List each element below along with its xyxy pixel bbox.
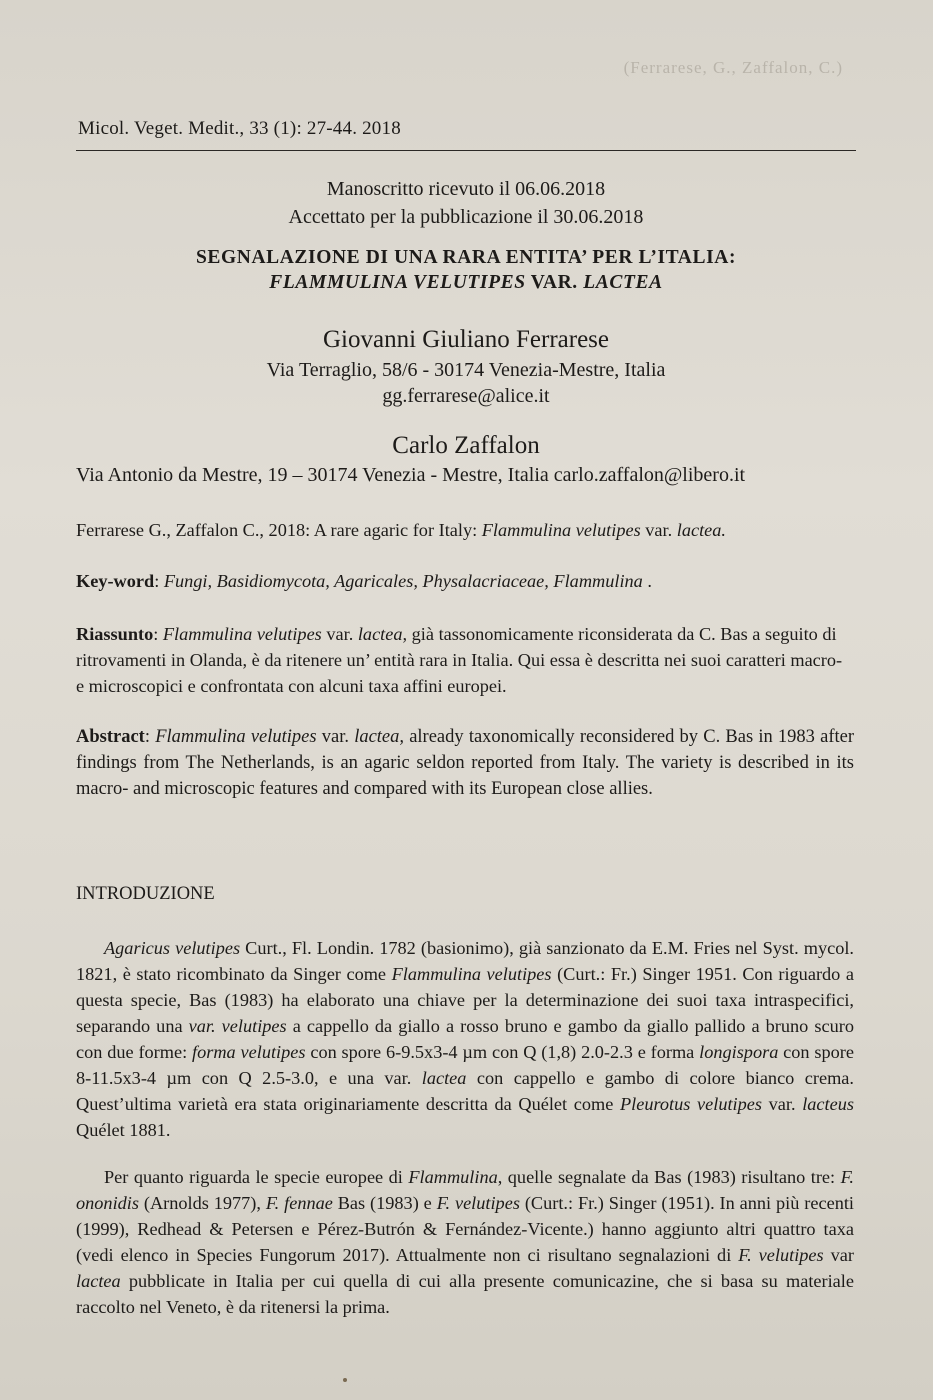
author1-address: Via Terraglio, 58/6 - 30174 Venezia-Mestre, Italia: [266, 359, 666, 381]
author2-address-email: Via Antonio da Mestre, 19 – 30174 Venezia - Mestre, Italia carlo.zaffalon@libero.it: [76, 464, 746, 486]
citation-line: Ferrarese G., Zaffalon C., 2018: A rare agaric for Italy: Flammulina velutipes var. lactea.: [76, 520, 726, 540]
abstract-paragraph: Abstract: Flammulina velutipes var. lactea, already taxonomically reconsidered by C. Bas in 1983 after findings from The Netherlands, is an agaric seldon reported from Italy. The variety is described in its macro- and microscopic features and compared with its European close allies.: [76, 727, 854, 799]
author1-name: Giovanni Giuliano Ferrarese: [322, 326, 610, 353]
article-title-line1: SEGNALAZIONE DI UNA RARA ENTITA’ PER L’ITALIA:: [195, 247, 737, 268]
author2-name: Carlo Zaffalon: [392, 432, 540, 459]
received-date: Manoscritto ricevuto il 06.06.2018: [326, 178, 606, 200]
title-species: FLAMMULINA VELUTIPES: [269, 272, 526, 293]
riassunto-paragraph: Riassunto: Flammulina velutipes var. lactea, già tassonomicamente riconsiderata da C. Bas a seguito di ritrovamenti in Olanda, è da ritenere un’ entità rara in Italia. Qui essa è descritta nei suoi caratteri macro- e microscopici e confrontata con alcuni taxa affini europei.: [76, 624, 843, 696]
riassunto-label: Riassunto: [76, 624, 154, 644]
keywords: Key-word: Fungi, Basidiomycota, Agaricales, Physalacriaceae, Flammulina .: [76, 571, 652, 591]
keyword-terms: Fungi, Basidiomycota, Agaricales, Physalacriaceae, Flammulina: [163, 571, 643, 591]
bleed-through-header: (Ferrarese, G., Zaffalon, C.): [623, 58, 843, 77]
intro-paragraph-1: Agaricus velutipes Curt., Fl. Londin. 1782 (basionimo), già sanzionato da E.M. Fries nel Syst. mycol. 1821, è stato ricombinato da Singer come Flammulina velutipes (Curt.: Fr.) Singer 1951. Con riguardo a questa specie, Bas (1983) ha elaborato una chiave per la determinazione dei suoi taxa intraspecifici, separando una var. velutipes a cappello da giallo a rosso bruno e gambo da giallo pallido a bruno scuro con due forme: forma velutipes con spore 6-9.5x3-4 µm con Q (1,8) 2.0-2.3 e forma longispora con spore 8-11.5x3-4 µm con Q 2.5-3.0, e una var. lactea con cappello e gambo di colore bianco crema. Quest’ultima varietà era stata originariamente descritta da Quélet come Pleurotus velutipes var. lacteus Quélet 1881.: [76, 938, 854, 1140]
abstract-label: Abstract: [76, 727, 145, 747]
manuscript-dates: [76, 175, 856, 231]
accepted-date: Accettato per la pubblicazione il 30.06.2018: [288, 206, 644, 228]
intro-paragraph-2: Per quanto riguarda le specie europee di Flammulina, quelle segnalate da Bas (1983) risultano tre: F. ononidis (Arnolds 1977), F. fennae Bas (1983) e F. velutipes (Curt.: Fr.) Singer (1951). In anni più recenti (1999), Redhead & Petersen e Pérez-Butrón & Fernández-Vicente.) hanno aggiunto altri quattro taxa (vedi elenco in Species Fungorum 2017). Attualmente non ci risultano segnalazioni di F. velutipes var lactea pubblicate in Italia per cui quella di cui alla presente comunicazine, che si basa su materiale raccolto nel Veneto, è da ritenersi la prima.: [76, 1167, 854, 1317]
author1-email: gg.ferrarese@alice.it: [382, 385, 550, 407]
section-heading-introduzione: INTRODUZIONE: [76, 884, 215, 904]
journal-citation-header: Micol. Veget. Medit., 33 (1): 27-44. 2018: [78, 118, 401, 139]
title-variety: LACTEA: [583, 272, 663, 293]
keyword-label: Key-word: [76, 571, 155, 591]
title-var: VAR.: [525, 272, 584, 293]
header-rule: [76, 150, 856, 151]
ink-speck: [343, 1378, 347, 1382]
article-title-line2: [76, 272, 856, 294]
